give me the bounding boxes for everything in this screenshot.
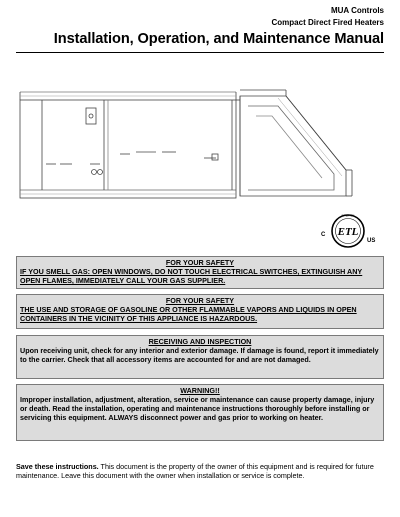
etl-mark: ETL xyxy=(337,226,359,238)
intake-hood xyxy=(240,96,346,196)
product-name: Compact Direct Fired Heaters xyxy=(271,18,384,27)
brand-name: MUA Controls xyxy=(330,6,384,15)
cert-ring-text: INTERTEK xyxy=(341,214,355,218)
etl-certification-logo xyxy=(315,206,381,256)
page-title: Installation, Operation, and Maintenance Manual xyxy=(53,31,384,47)
safety-box-gas xyxy=(16,256,384,289)
title-divider xyxy=(16,52,384,53)
save-instructions-lead: Save these instructions. xyxy=(16,462,99,471)
receiving-inspection-body: Upon receiving unit, check for any interior and exterior damage. If damage is found, report it immediately to the carrier. Check that all accessory items are accounted for and are not damaged. xyxy=(20,346,379,365)
safety-box-title: FOR YOUR SAFETY xyxy=(165,296,235,305)
warning-box xyxy=(16,384,384,441)
save-instructions-text: This document is the property of the owner of this equipment and is required for future maintenance. Leave this document with the owner when installation or service is complete. xyxy=(16,462,374,481)
safety-box-flammables xyxy=(16,294,384,329)
cert-c-letter: C xyxy=(321,232,326,238)
heater-unit-illustration xyxy=(16,86,384,216)
safety-box-body: IF YOU SMELL GAS: OPEN WINDOWS, DO NOT TOUCH ELECTRICAL SWITCHES, EXTINGUISH ANY OPEN FLAMES, IMMEDIATELY CALL YOUR GAS SUPPLIER. xyxy=(20,267,363,286)
safety-box-body: THE USE AND STORAGE OF GASOLINE OR OTHER FLAMMABLE VAPORS AND LIQUIDS IN OPEN CONTAINERS IN THE VICINITY OF THIS APPLIANCE IS HAZARDOUS. xyxy=(20,305,357,324)
safety-box-title: FOR YOUR SAFETY xyxy=(165,258,235,267)
cabinet-body xyxy=(20,100,236,198)
cert-us-letters: US xyxy=(367,238,376,244)
warning-body: Improper installation, adjustment, alteration, service or maintenance can cause property damage, injury or death. Read the installation, operating and maintenance instructions thoroughly before installing or servicing this equipment. ALWAYS disconnect power and gas prior to working on heater. xyxy=(20,395,375,423)
receiving-inspection-box xyxy=(16,335,384,379)
access-panel xyxy=(86,108,96,124)
warning-title: WARNING!! xyxy=(180,386,220,395)
save-instructions-note xyxy=(16,462,384,481)
receiving-inspection-title: RECEIVING AND INSPECTION xyxy=(148,337,252,346)
